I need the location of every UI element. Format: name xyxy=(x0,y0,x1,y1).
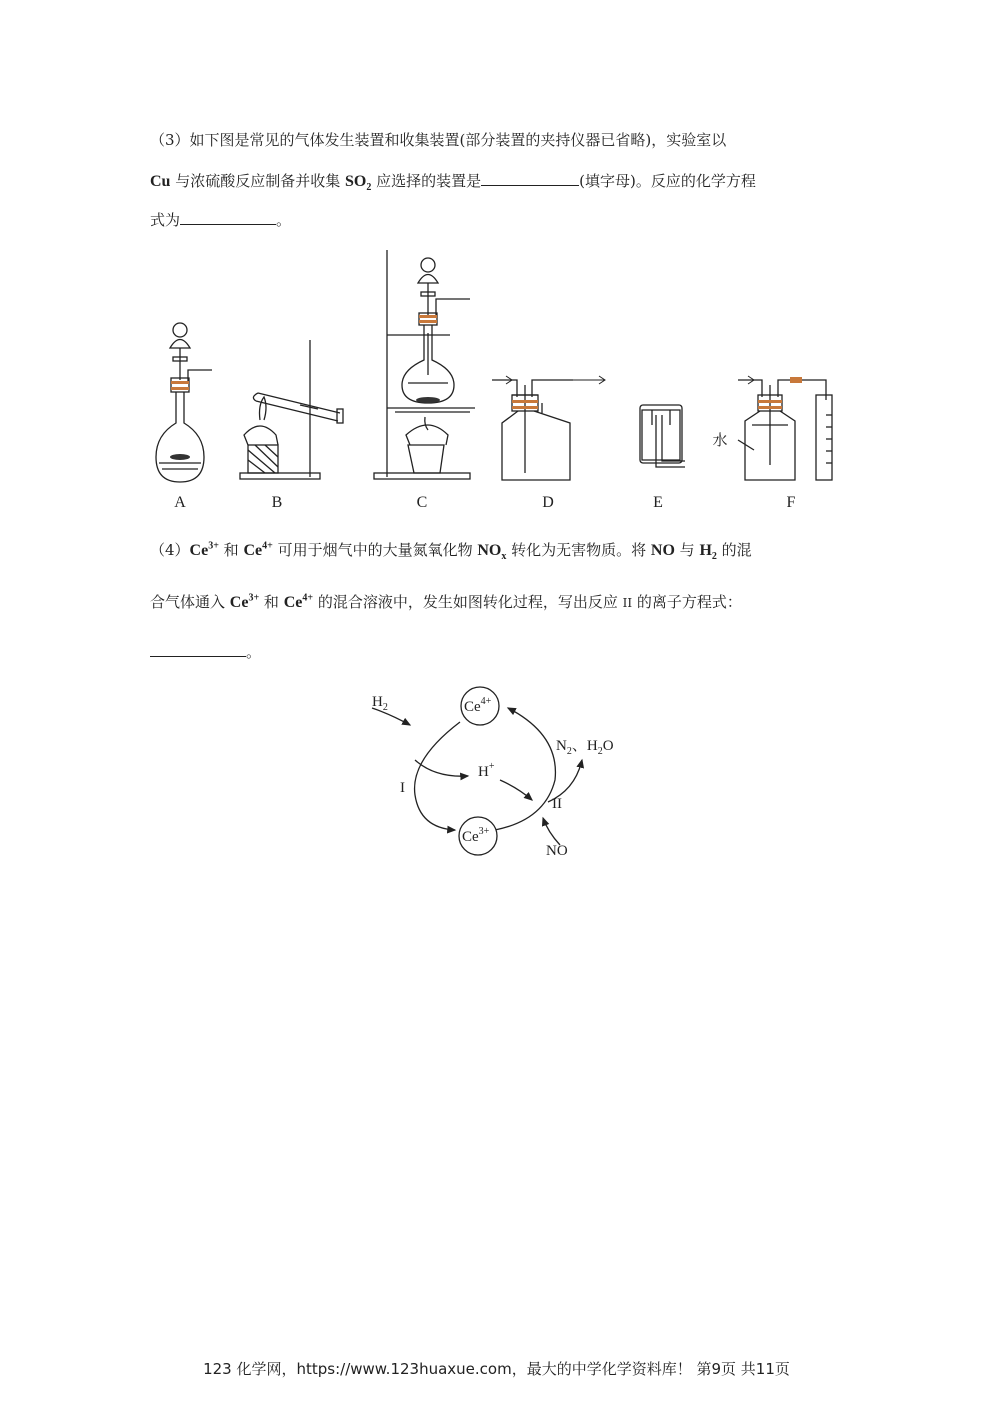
ce3-formula-2: $Ce^{3+}$ xyxy=(229,592,260,611)
q4-line-3-end: 。 xyxy=(246,643,262,661)
q4-line-3 xyxy=(150,640,261,662)
cycle-ce3: $Ce^{3+}$ xyxy=(462,826,490,845)
label-b: B xyxy=(271,494,283,511)
apparatus-figure xyxy=(140,245,850,515)
so2-formula: $SO_2$ xyxy=(345,173,372,194)
q4-text-c: 的混 xyxy=(716,541,752,559)
q4-yu: 与 xyxy=(674,541,700,559)
q4-he: 和 xyxy=(218,541,244,559)
q3-line-1 xyxy=(150,130,726,150)
label-c: C xyxy=(416,494,428,511)
label-f: F xyxy=(786,494,796,511)
no-formula: NO xyxy=(650,542,675,559)
h2-arrow xyxy=(372,708,410,725)
label-e: E xyxy=(653,494,663,511)
ce4-formula-2: $Ce^{4+}$ xyxy=(283,592,314,611)
arc-ce3-to-ce4 xyxy=(495,708,555,830)
label-water: 水 xyxy=(712,433,728,449)
apparatus-f xyxy=(738,380,832,480)
q4-he-2: 和 xyxy=(259,593,284,611)
no-arrow xyxy=(543,818,560,845)
q3-line-1-text: （3）如下图是常见的气体发生装置和收集装置(部分装置的夹持仪器已省略)，实验室以 xyxy=(150,131,727,149)
apparatus-b xyxy=(240,340,343,479)
answer-blank-apparatus[interactable] xyxy=(481,169,579,186)
cycle-roman-2: II xyxy=(552,796,562,812)
cu-formula: Cu xyxy=(150,173,171,190)
hplus-arrow xyxy=(415,760,468,776)
q3-line-2-text-c: (填字母)。反应的化学方程 xyxy=(579,172,756,190)
label-d: D xyxy=(542,494,554,511)
q4-number: （4） xyxy=(150,541,190,559)
q3-line-3 xyxy=(150,208,291,230)
q3-line-3-text: 式为 xyxy=(150,211,181,229)
ce3-formula: $Ce^{3+}$ xyxy=(189,540,219,559)
q3-line-2 xyxy=(150,169,756,192)
q4-text-e: 的混合溶液中，发生如图转化过程，写出反应 xyxy=(313,593,623,611)
cycle-no: NO xyxy=(546,843,568,859)
answer-blank-ionic-equation[interactable] xyxy=(150,640,246,657)
apparatus-d xyxy=(492,380,605,480)
cycle-n2-h2o: $N_2$、$H_2O$ xyxy=(556,738,614,757)
q4-roman-2: II xyxy=(622,596,633,610)
q3-line-2-text-a: 与浓硫酸反应制备并收集 xyxy=(170,172,345,190)
q3-line-3-end: 。 xyxy=(276,211,292,229)
cycle-h2: $H_2$ xyxy=(372,694,388,713)
q4-line-1 xyxy=(150,540,752,561)
page-footer: 123 化学网，https://www.123huaxue.com，最大的中学化学资料库！ 第9页 共11页 xyxy=(203,1360,790,1378)
q4-line-2 xyxy=(150,592,742,613)
cycle-roman-1: I xyxy=(400,780,405,796)
q4-text-f: 的离子方程式： xyxy=(632,593,742,611)
q4-text-d: 合气体通入 xyxy=(150,593,230,611)
cycle-hplus: H+ xyxy=(478,761,495,780)
hplus-to-ii-arrow xyxy=(500,780,532,800)
cycle-diagram xyxy=(360,680,640,870)
h2-formula: $H_2$ xyxy=(699,542,717,563)
q4-text-a: 可用于烟气中的大量氮氧化物 xyxy=(272,541,478,559)
answer-blank-equation[interactable] xyxy=(180,208,276,225)
nox-formula: $NO_x$ xyxy=(477,542,507,563)
apparatus-c xyxy=(374,250,475,479)
apparatus-e xyxy=(640,405,685,467)
ce4-formula: $Ce^{4+}$ xyxy=(243,540,273,559)
q3-line-2-text-b: 应选择的装置是 xyxy=(371,172,482,190)
q4-text-b: 转化为无害物质。将 xyxy=(506,541,651,559)
cycle-ce4: $Ce^{4+}$ xyxy=(464,696,492,715)
label-a: A xyxy=(174,494,186,511)
